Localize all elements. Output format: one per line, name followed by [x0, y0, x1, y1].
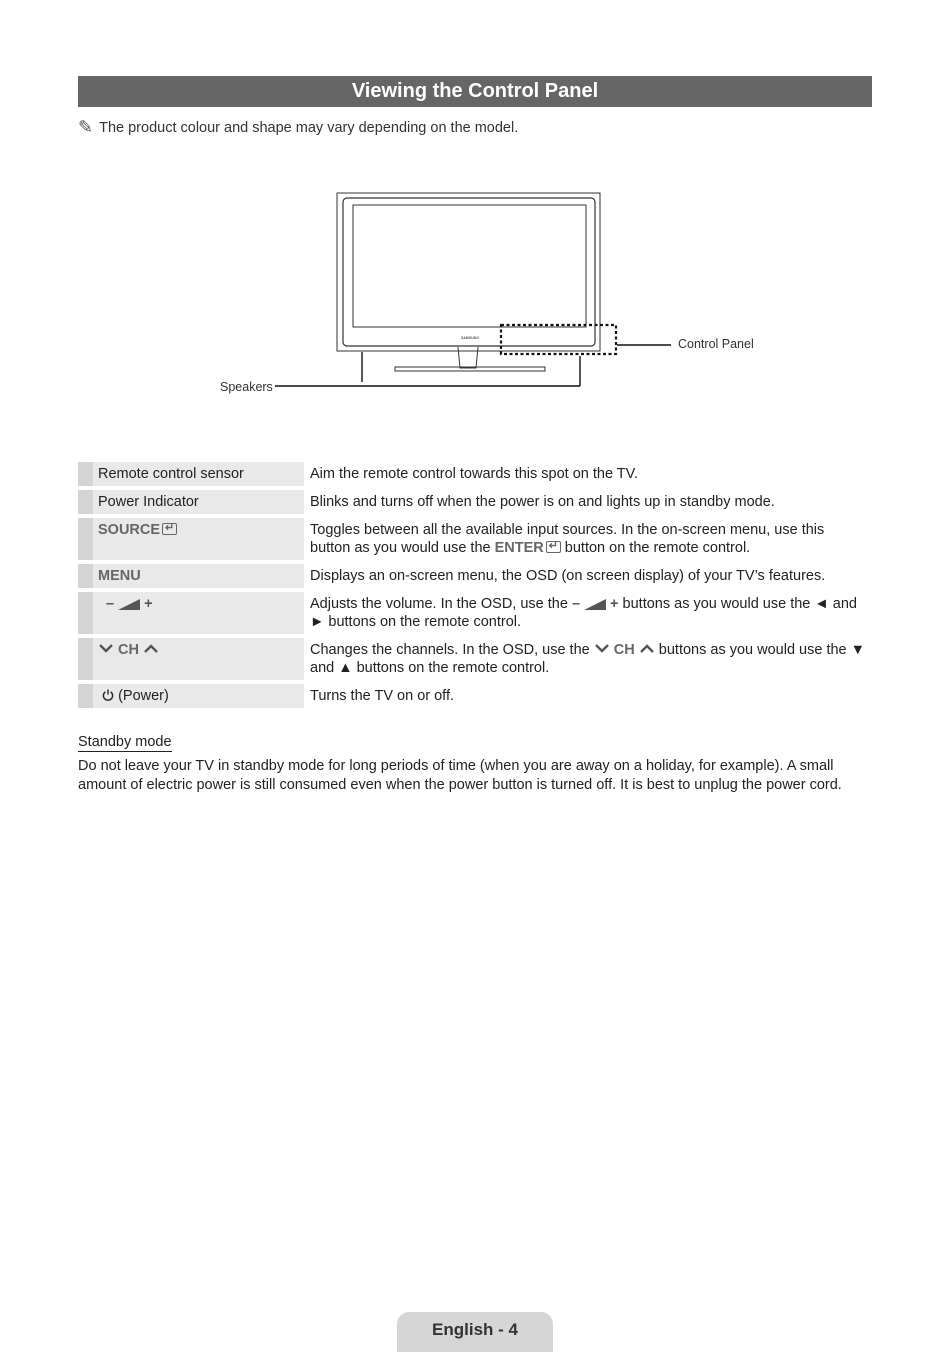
row-marker [78, 684, 93, 708]
control-name: Power Indicator [93, 490, 304, 514]
ch-label: CH [118, 642, 139, 658]
source-label: SOURCE [98, 522, 161, 538]
chevron-up-icon [639, 643, 655, 654]
control-desc [304, 638, 872, 680]
control-name [93, 518, 304, 560]
power-icon [102, 689, 114, 701]
control-desc: Turns the TV on or off. [304, 684, 872, 708]
table-row [78, 638, 872, 680]
table-row [78, 592, 872, 634]
table-row [78, 490, 872, 514]
row-marker [78, 518, 93, 560]
control-panel-label: Control Panel [678, 337, 754, 351]
control-desc: Blinks and turns off when the power is on and lights up in standby mode. [304, 490, 872, 514]
chevron-down-icon [594, 643, 610, 654]
page-title: Viewing the Control Panel [78, 76, 872, 107]
standby-heading: Standby mode [78, 734, 172, 750]
control-desc: Displays an on-screen menu, the OSD (on screen display) of your TV’s features. [304, 564, 872, 588]
control-table [78, 458, 872, 712]
channel-control [98, 642, 159, 658]
row-marker [78, 564, 93, 588]
volume-plus: + [144, 596, 153, 612]
desc-part: buttons as you would use the ◄ and ► buttons on the remote control. [310, 596, 857, 630]
control-name [93, 592, 304, 634]
channel-control [594, 642, 659, 658]
desc-part: Adjusts the volume. In the OSD, use the [310, 596, 568, 612]
page-footer: English - 4 [397, 1312, 553, 1352]
volume-control-icon [98, 595, 153, 613]
enter-icon [162, 523, 177, 535]
desc-part: Changes the channels. In the OSD, use the [310, 642, 590, 658]
table-row [78, 462, 872, 486]
desc-part: buttons as you would use the ▼ and ▲ buttons on the remote control. [310, 642, 865, 676]
volume-control-icon [572, 595, 619, 613]
note [78, 117, 518, 138]
tv-illustration [275, 193, 671, 386]
control-panel-highlight [501, 325, 616, 354]
control-desc [304, 592, 872, 634]
table-row [78, 684, 872, 708]
row-marker [78, 490, 93, 514]
volume-wedge-icon [118, 599, 140, 610]
note-text: The product colour and shape may vary depending on the model. [99, 119, 519, 136]
chevron-down-icon [98, 643, 114, 654]
control-name [93, 684, 304, 708]
chevron-up-icon [143, 643, 159, 654]
desc-part: button on the remote control. [564, 540, 751, 556]
speakers-label: Speakers [220, 380, 273, 394]
enter-icon [546, 541, 561, 553]
control-name: Remote control sensor [93, 462, 304, 486]
enter-label: ENTER [494, 540, 544, 556]
brand-logo: SAMSUNG [461, 336, 479, 340]
table-row [78, 564, 872, 588]
row-marker [78, 462, 93, 486]
menu-label: MENU [98, 568, 141, 584]
volume-minus: – [571, 596, 581, 612]
volume-minus: – [106, 596, 115, 612]
desc-part: Toggles between all the available input sources. In the on-screen menu, use this button as you would use the [310, 522, 825, 556]
control-name [93, 564, 304, 588]
power-label: (Power) [118, 688, 169, 704]
table-row [78, 518, 872, 560]
control-desc: Aim the remote control towards this spot on the TV. [304, 462, 872, 486]
row-marker [78, 638, 93, 680]
pencil-icon: ✎ [78, 117, 94, 137]
volume-plus: + [610, 596, 619, 612]
standby-text: Do not leave your TV in standby mode for long periods of time (when you are away on a holiday, for example). A small amount of electric power is still consumed even when the power button is turned off. It is best to unplug the power cord. [78, 758, 842, 793]
control-desc [304, 518, 872, 560]
volume-wedge-icon [584, 599, 606, 610]
row-marker [78, 592, 93, 634]
tv-diagram [0, 0, 950, 430]
control-name [93, 638, 304, 680]
ch-label: CH [613, 642, 635, 658]
